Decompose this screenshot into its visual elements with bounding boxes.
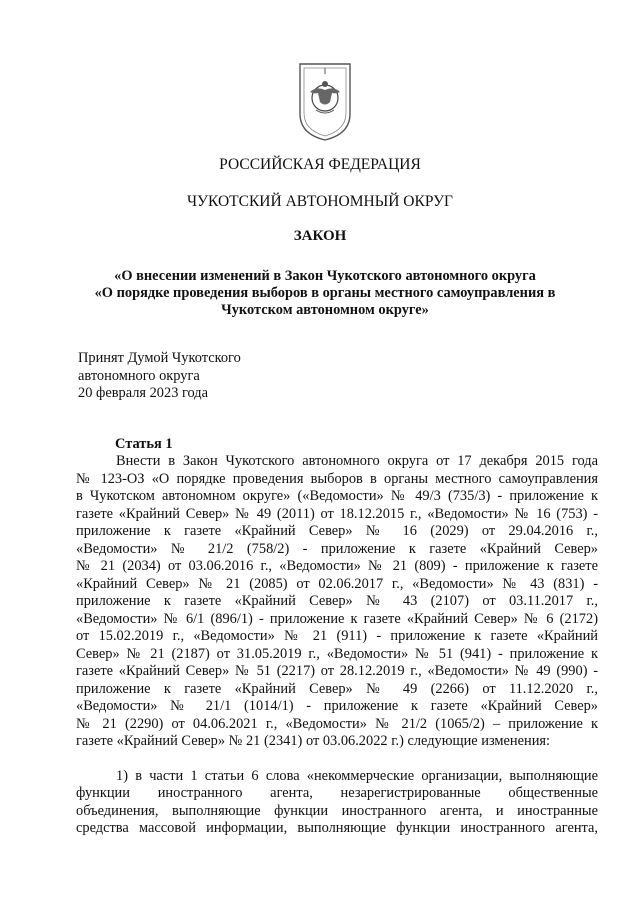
article-heading: Статья 1 xyxy=(115,436,173,452)
paragraph-line: в Чукотском автономном округе» («Ведомости» № 49/3 (735/3) - приложение к xyxy=(76,488,598,504)
paragraph-line: приложение к газете «Крайний Север» № 49 (2266) от 11.12.2020 г., xyxy=(76,680,598,697)
paragraph-line: Внести в Закон Чукотского автономного округа от 17 декабря 2015 года xyxy=(116,453,598,469)
paragraph-spacer xyxy=(76,751,598,768)
adoption-line: автономного округа xyxy=(78,367,200,384)
coat-of-arms-emblem xyxy=(296,60,354,142)
law-title xyxy=(60,268,590,319)
paragraph-line: объединения, выполняющие функции иностранного агента, и иностранные xyxy=(76,802,598,819)
paragraph-line: № 123-ОЗ «О порядке проведения выборов в органы местного самоуправления xyxy=(76,470,598,487)
paragraph-line: приложение к газете «Крайний Север» № 16 (2029) от 29.04.2016 г., xyxy=(76,523,598,539)
article-body xyxy=(76,453,598,838)
paragraph-line: газете «Крайний Север» № 21 (2341) от 03.06.2022 г.) следующие изменения: xyxy=(76,733,551,749)
paragraph-line: газете «Крайний Север» № 51 (2217) от 28.12.2019 г., «Ведомости» № 49 (990) - xyxy=(76,663,598,679)
adoption-line: Принят Думой Чукотского xyxy=(78,350,241,366)
country-heading: РОССИЙСКАЯ ФЕДЕРАЦИЯ xyxy=(219,156,421,173)
law-title-line: Чукотском автономном округе» xyxy=(221,302,429,318)
paragraph-line: «Ведомости» № 21/1 (1014/1) - приложение к газете «Крайний Север» xyxy=(76,698,598,714)
paragraph-line: «Ведомости» № 6/1 (896/1) - приложение к газете «Крайний Север» № 6 (2172) xyxy=(76,610,598,627)
adoption-info xyxy=(78,350,241,403)
paragraph-line: «Ведомости» № 21/2 (758/2) - приложение к газете «Крайний Север» xyxy=(76,540,598,557)
paragraph-line: Север» № 21 (2187) от 31.05.2019 г., «Ведомости» № 51 (941) - приложение к xyxy=(76,645,598,662)
paragraph-line: средства массовой информации, выполняющие функции иностранного агента, xyxy=(76,820,598,836)
paragraph-line: от 15.02.2019 г., «Ведомости» № 21 (911) - приложение к газете «Крайний xyxy=(76,628,598,644)
paragraph-line: приложение к газете «Крайний Север» № 43 (2107) от 03.11.2017 г., xyxy=(76,593,598,609)
paragraph-line: «Крайний Север» № 21 (2085) от 02.06.2017 г., «Ведомости» № 43 (831) - xyxy=(76,575,598,592)
paragraph-line: № 21 (2290) от 04.06.2021 г., «Ведомости» № 21/2 (1065/2) – приложение к xyxy=(76,715,598,732)
law-title-line: «О порядке проведения выборов в органы местного самоуправления в xyxy=(94,285,556,301)
paragraph-line: № 21 (2034) от 03.06.2016 г., «Ведомости» № 21 (809) - приложение к газете xyxy=(76,558,598,574)
paragraph-line: функции иностранного агента, незарегистрированные общественные xyxy=(76,785,598,801)
region-heading: ЧУКОТСКИЙ АВТОНОМНЫЙ ОКРУГ xyxy=(186,193,454,210)
adoption-date: 20 февраля 2023 года xyxy=(78,385,209,401)
paragraph-line: 1) в части 1 статьи 6 слова «некоммерческие организации, выполняющие xyxy=(116,767,598,784)
document-type-heading: ЗАКОН xyxy=(293,228,347,244)
law-title-line: «О внесении изменений в Закон Чукотского автономного округа xyxy=(114,268,536,284)
paragraph-line: газете «Крайний Север» № 49 (2011) от 18.12.2015 г., «Ведомости» № 16 (753) - xyxy=(76,505,598,522)
